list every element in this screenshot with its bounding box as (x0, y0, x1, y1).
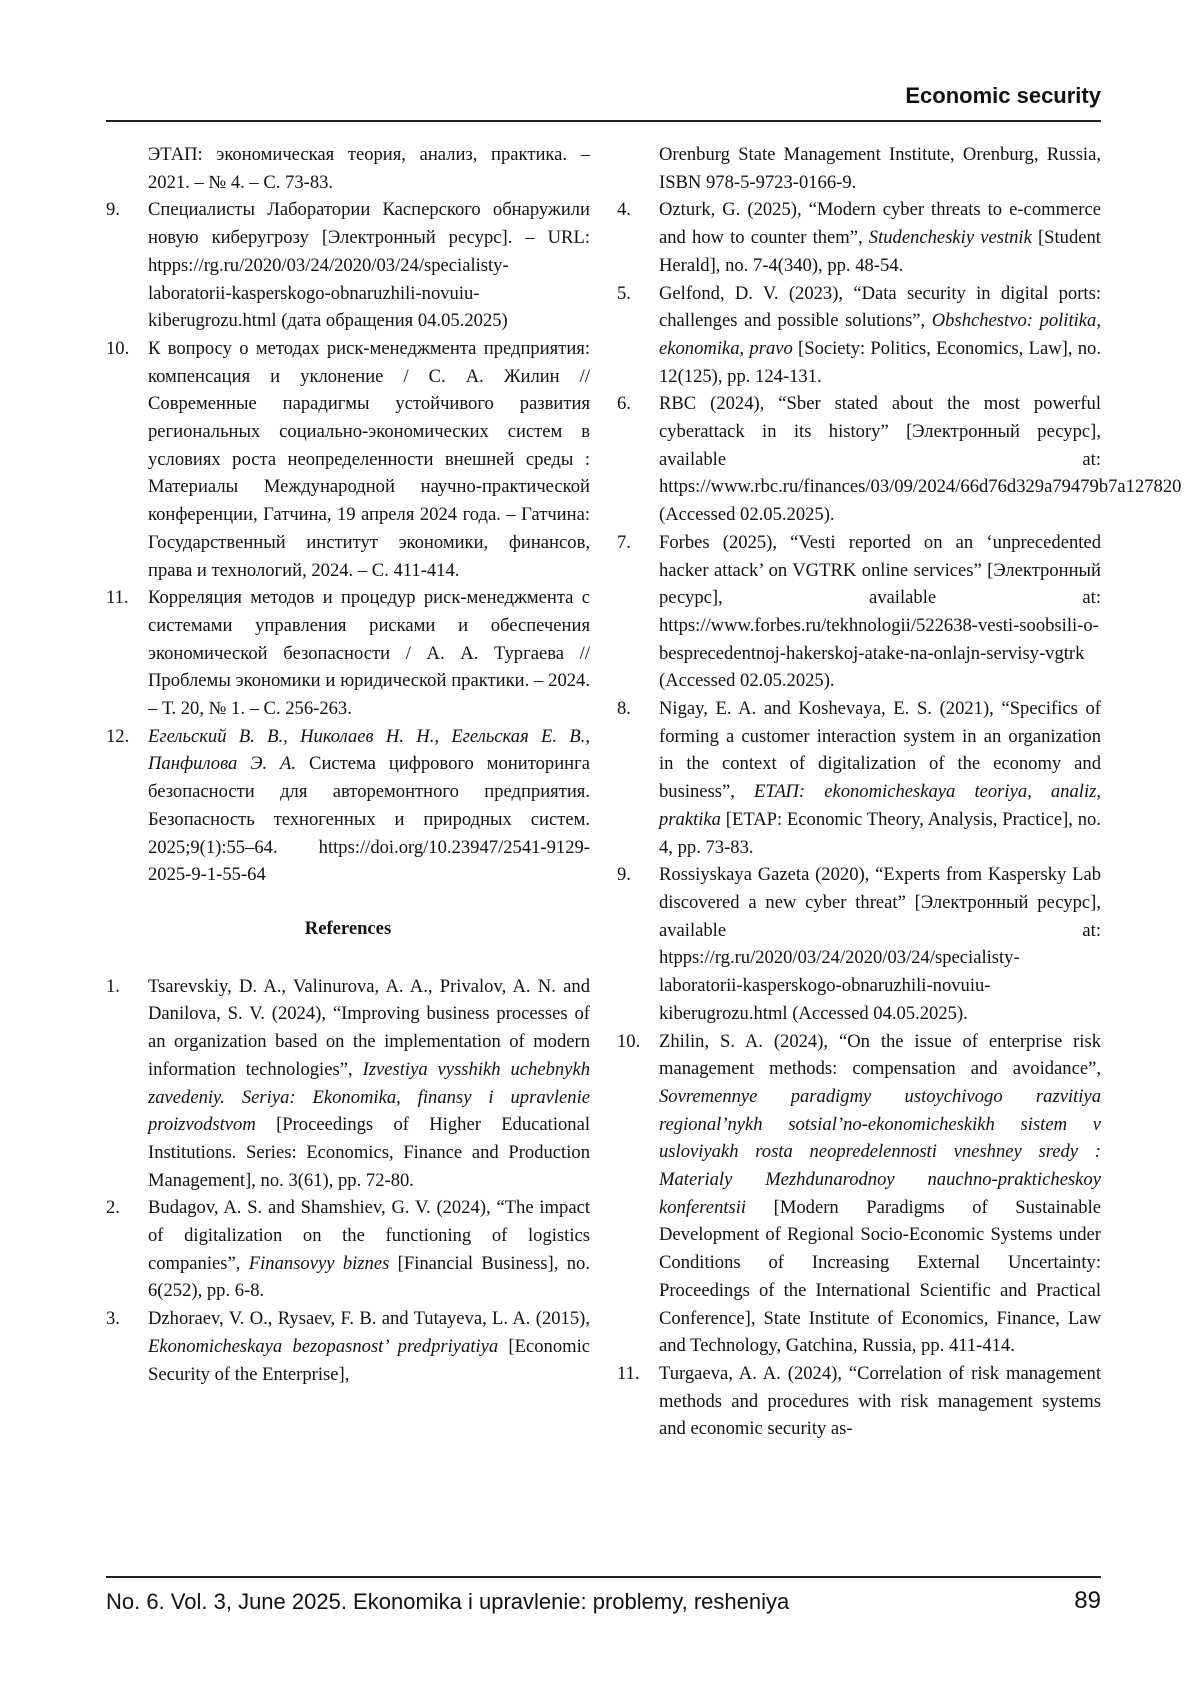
references-heading: References (304, 917, 392, 939)
reference-entry (617, 861, 1101, 1027)
citation-text: [ETAP: Economic Theory, Analysis, Practice], no. 4, pp. 73-83. (659, 808, 1101, 858)
left-ref-number: 9. (106, 199, 120, 221)
citation-text: Nigay, E. A. and Koshevaya, E. S. (2021), “Specifics of forming a customer interaction system in an organization in the context of digitalization of the economy and business”, (659, 698, 1101, 803)
reference-number: 1. (106, 975, 120, 997)
reference-text (659, 1028, 1101, 1360)
right-continuation-text: Orenburg State Management Institute, Orenburg, Russia, ISBN 978-5-9723-0166-9. (659, 144, 1101, 193)
citation-text: [Modern Paradigms of Sustainable Development of Regional Socio-Economic Systems under Conditions of Increasing External Uncertainty: Proceedings of the International Scientific and Practical Conference], State Institute of Economics, Finance, Law and Technology, Gatchina, Russia, pp. 411-414. (659, 1196, 1101, 1357)
citation-text: Tsarevskiy, D. A., Valinurova, A. A., Privalov, A. N. and Danilova, S. V. (2024), “Improving business processes of an organization based on the implementation of modern information technologies”, (148, 975, 590, 1080)
left-ref-text (148, 196, 590, 335)
left-column (106, 141, 590, 1388)
italic-title-text: Егельский В. В., Николаев Н. Н., Егельская Е. В., Панфилова Э. А. (148, 725, 590, 775)
left-ref-text (148, 723, 590, 889)
footer-journal-info: No. 6. Vol. 3, June 2025. Ekonomika i upravlenie: problemy, resheniya (106, 1589, 790, 1614)
reference-number: 6. (617, 393, 631, 415)
reference-entry (617, 529, 1101, 695)
left-ref-text (148, 584, 590, 723)
references-list-right (617, 196, 1182, 1443)
reference-entry (106, 973, 590, 1195)
left-ref-text (148, 335, 590, 584)
reference-number: 3. (106, 1308, 120, 1330)
reference-text (659, 390, 1182, 529)
reference-number: 5. (617, 282, 631, 304)
citation-text: Корреляция методов и процедур риск-менеджмента с системами управления рисками и обеспечения экономической безопасности / А. А. Тургаева // Проблемы экономики и юридической практики. – 2024. – Т. 20, № 1. – С. 256-263. (148, 587, 590, 720)
references-list-left (106, 973, 590, 1389)
citation-text: Ozturk, G. (2025), “Modern cyber threats to e-commerce and how to counter them”, (659, 199, 1101, 249)
right-column (617, 141, 1182, 1443)
citation-text: Система цифрового мониторинга безопасности для авторемонтного предприятия. Безопасность техногенных и природных систем. 2025;9(1):55–64. https://doi.org/10.23947/2541-9129-2025-9-1-55-64 (148, 753, 590, 886)
citation-text: Budagov, A. S. and Shamshiev, G. V. (2024), “The impact of digitalization on the functioning of logistics companies”, (148, 1197, 590, 1274)
italic-title-text: Izvestiya vysshikh uchebnykh zavedeniy. Seriya: Ekonomika, finansy i upravlenie proizvodstvom (148, 1058, 590, 1136)
citation-text: Dzhoraev, V. O., Rysaev, F. B. and Tutayeva, L. A. (2015), (148, 1308, 590, 1330)
left-ref-number: 12. (106, 725, 130, 747)
citation-text: Turgaeva, A. A. (2024), “Correlation of risk management methods and procedures with risk management systems and economic security as- (659, 1362, 1101, 1440)
italic-title-text: ЕТАП: ekonomicheskaya teoriya, analiz, praktika (659, 781, 1101, 830)
reference-text (148, 1194, 590, 1305)
page-number: 89 (1074, 1587, 1101, 1614)
reference-number: 10. (617, 1030, 641, 1052)
reference-text (659, 529, 1101, 695)
italic-title-text: Sovremennye paradigmy ustoychivogo razvitiya regional’nykh sotsial’no-ekonomicheskikh sistem v usloviyakh rosta neopredelennosti vneshney sredy : Materialy Mezhdunarodnoy nauchno-prakticheskoy konferentsii (659, 1085, 1101, 1218)
citation-text: [Society: Politics, Economics, Law], no. 12(125), pp. 124-131. (659, 337, 1101, 387)
reference-number: 9. (617, 864, 631, 886)
footer-rule (106, 1576, 1101, 1578)
reference-entry (106, 1194, 590, 1305)
citation-text: Forbes (2025), “Vesti reported on an ‘unprecedented hacker attack’ on VGTRK online services” [Электронный ресурс], available at: https://www.forbes.ru/tekhnologii/522638-vesti-soobsili-o-besprecedentnoj-hakerskoj-atake-na-onlajn-servisy-vgtrk (Accessed 02.05.2025). (659, 531, 1101, 692)
citation-text: [Student Herald], no. 7-4(340), pp. 48-54. (659, 227, 1101, 276)
left-ref-number: 11. (106, 587, 129, 609)
citation-text: Специалисты Лаборатории Касперского обнаружили новую киберугрозу [Электронный ресурс]. – URL: htpps://rg.ru/2020/03/24/2020/03/24/specialisty-laboratorii-kasperskogo-obnaruzhili-novuiu-kiberugrozu.html (дата обращения 04.05.2025) (148, 199, 590, 332)
left-reference-list (106, 196, 590, 889)
left-ref-number: 10. (106, 337, 130, 359)
citation-text: Rossiyskaya Gazeta (2020), “Experts from Kaspersky Lab discovered a new cyber threat” [Электронный ресурс], available at: htpps://rg.ru/2020/03/24/2020/03/24/specialisty-laboratorii-kasperskogo-obnaruzhili-novuiu-kiberugrozu.html (Accessed 04.05.2025). (659, 864, 1101, 1024)
reference-number: 2. (106, 1197, 120, 1219)
header-rule (106, 120, 1101, 122)
reference-entry (617, 1028, 1101, 1360)
citation-text: [Economic Security of the Enterprise], (148, 1335, 590, 1385)
reference-text (659, 1360, 1101, 1443)
citation-text: [Proceedings of Higher Educational Institutions. Series: Economics, Finance and Production Management], no. 3(61), pp. 72-80. (148, 1114, 590, 1191)
reference-number: 11. (617, 1362, 640, 1384)
left-ref-entry (106, 723, 590, 889)
left-ref-entry (106, 335, 590, 584)
italic-title-text: Finansovyy biznes (248, 1252, 390, 1274)
reference-text (659, 280, 1101, 391)
reference-entry (617, 280, 1101, 391)
reference-text (148, 973, 590, 1195)
reference-number: 7. (617, 531, 631, 553)
italic-title-text: Studencheskiy vestnik (868, 227, 1032, 249)
reference-entry (617, 390, 1182, 529)
left-continuation-text: ЭТАП: экономическая теория, анализ, практика. – 2021. – № 4. – С. 73-83. (148, 144, 590, 193)
left-ref-entry (106, 196, 590, 335)
citation-text: Gelfond, D. V. (2023), “Data security in digital ports: challenges and possible solutions”, (659, 282, 1101, 332)
running-head-section: Economic security (905, 83, 1101, 108)
citation-text: К вопросу о методах риск-менеджмента предприятия: компенсация и уклонение / С. А. Жилин // Современные парадигмы устойчивого развития региональных социально-экономических систем в условиях роста неопределенности внешней среды : Материалы Международной научно-практической конференции, Гатчина, 19 апреля 2024 года. – Гатчина: Государственный институт экономики, финансов, права и технологий, 2024. – С. 411-414. (148, 337, 590, 581)
reference-entry (617, 196, 1101, 279)
reference-number: 8. (617, 698, 631, 720)
italic-title-text: Ekonomicheskaya bezopasnost’ predpriyatiya (148, 1335, 499, 1357)
reference-text (659, 861, 1101, 1027)
italic-title-text: Obshchestvo: politika, ekonomika, pravo (659, 310, 1101, 359)
reference-number: 4. (617, 199, 631, 221)
reference-entry (617, 695, 1101, 861)
citation-text: [Financial Business], no. 6(252), pp. 6-8. (148, 1252, 590, 1302)
reference-entry (617, 1360, 1101, 1443)
citation-text: RBC (2024), “Sber stated about the most powerful cyberattack in its history” [Электронный ресурс], available at: https://www.rbc.ru/finances/03/09/2024/66d76d329a79479b7a127820 (Accessed 02.05.2025). (659, 393, 1182, 526)
reference-text (659, 196, 1101, 279)
reference-text (148, 1305, 590, 1388)
left-ref-entry (106, 584, 590, 723)
citation-text: Zhilin, S. A. (2024), “On the issue of enterprise risk management methods: compensation and avoidance”, (659, 1030, 1101, 1080)
reference-text (659, 695, 1101, 861)
reference-entry (106, 1305, 590, 1388)
